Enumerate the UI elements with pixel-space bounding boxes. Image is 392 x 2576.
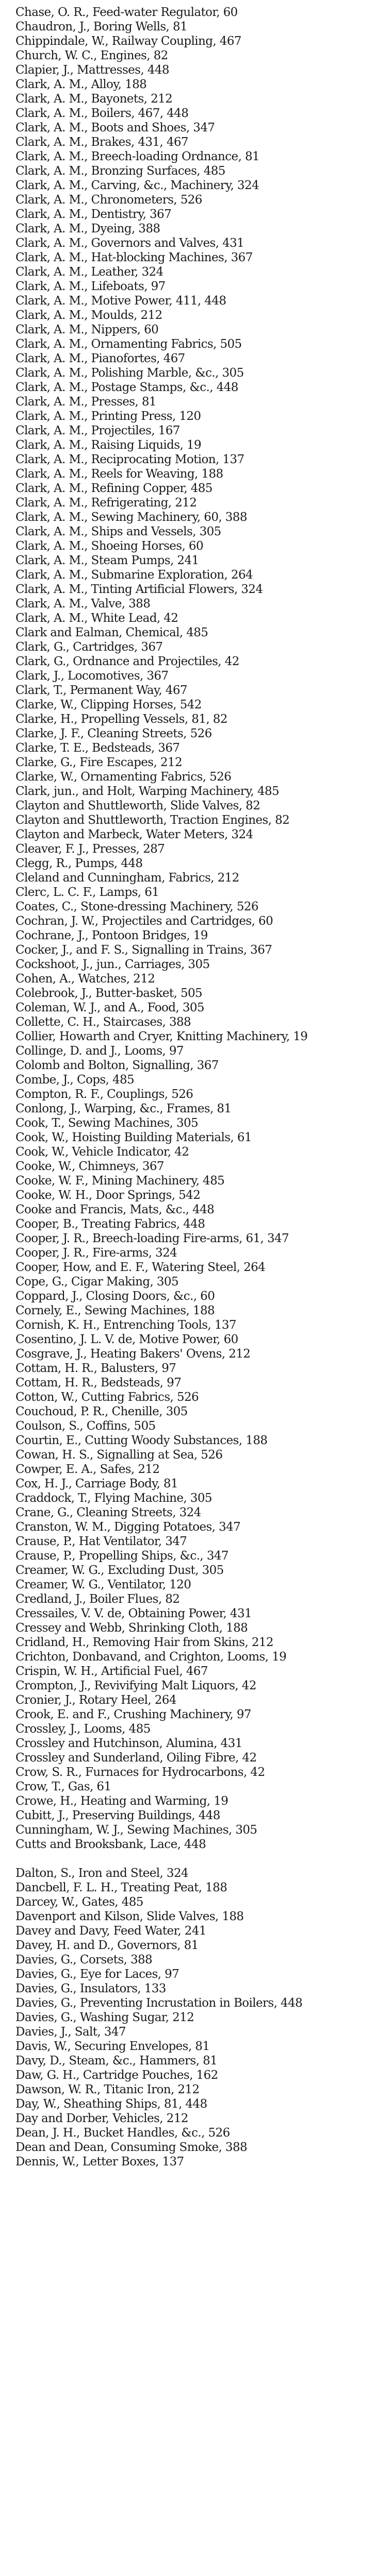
index-entry: Cutts and Brooksbank, Lace, 448 xyxy=(15,1838,206,1851)
index-entry: Cooke, W., Chimneys, 367 xyxy=(15,1160,164,1173)
index-entry: Clark, G., Cartridges, 367 xyxy=(15,640,163,654)
index-entry: Cosgrave, J., Heating Bakers' Ovens, 212 xyxy=(15,1347,251,1361)
index-entry: Cridland, H., Removing Hair from Skins, 212 xyxy=(15,1636,273,1649)
index-entry: Cubitt, J., Preserving Buildings, 448 xyxy=(15,1809,220,1822)
index-entry: Clark, A. M., Nippers, 60 xyxy=(15,323,159,336)
index-entry: Davies, G., Insulators, 133 xyxy=(15,1982,166,1995)
index-entry: Dawson, W. R., Titanic Iron, 212 xyxy=(15,2083,200,2096)
index-entry: Davies, G., Eye for Laces, 97 xyxy=(15,1968,179,1981)
index-entry: Clerc, L. C. F., Lamps, 61 xyxy=(15,886,159,899)
index-entry: Dancbell, F. L. H., Treating Peat, 188 xyxy=(15,1881,227,1894)
index-entry: Clark, J., Locomotives, 367 xyxy=(15,669,169,683)
index-entry: Daw, G. H., Cartridge Pouches, 162 xyxy=(15,2069,218,2082)
index-entry: Cunningham, W. J., Sewing Machines, 305 xyxy=(15,1823,257,1837)
index-entry: Clark, A. M., Valve, 388 xyxy=(15,597,151,611)
index-entry: Clark, A. M., Boilers, 467, 448 xyxy=(15,107,189,120)
index-entry: Clark, A. M., Chronometers, 526 xyxy=(15,193,202,207)
index-entry: Cornely, E., Sewing Machines, 188 xyxy=(15,1304,215,1317)
index-entry: Clarke, G., Fire Escapes, 212 xyxy=(15,756,182,769)
index-entry: Cope, G., Cigar Making, 305 xyxy=(15,1275,178,1289)
index-entry: Cooke, W. F., Mining Machinery, 485 xyxy=(15,1174,225,1188)
index-entry: Clayton and Shuttleworth, Slide Valves, 82 xyxy=(15,799,260,812)
index-entry: Dennis, W., Letter Boxes, 137 xyxy=(15,2155,184,2168)
index-entry: Clark, A. M., Shoeing Horses, 60 xyxy=(15,539,203,553)
index-entry: Clark, A. M., Boots and Shoes, 347 xyxy=(15,121,215,134)
index-entry: Clark, A. M., Leather, 324 xyxy=(15,265,164,279)
index-entry: Collier, Howarth and Cryer, Knitting Machinery, 19 xyxy=(15,1030,308,1043)
index-entry: Crossley and Hutchinson, Alumina, 431 xyxy=(15,1737,242,1750)
index-entry: Cooper, J. R., Fire-arms, 324 xyxy=(15,1246,177,1260)
index-entry: Chase, O. R., Feed-water Regulator, 60 xyxy=(15,6,238,19)
patent-index-column xyxy=(15,5,377,2576)
index-entry: Dean, J. H., Bucket Handles, &c., 526 xyxy=(15,2126,230,2140)
index-entry: Clark, A. M., Governors and Valves, 431 xyxy=(15,236,244,250)
index-entry: Crompton, J., Revivifying Malt Liquors, 42 xyxy=(15,1679,256,1692)
index-entry: Clark, T., Permanent Way, 467 xyxy=(15,684,187,697)
index-entry: Clark, A. M., Refining Copper, 485 xyxy=(15,482,213,495)
section-gap xyxy=(15,1852,377,1866)
index-entry: Cosentino, J. L. V. de, Motive Power, 60 xyxy=(15,1333,238,1346)
index-entry: Clark, A. M., Reciprocating Motion, 137 xyxy=(15,453,244,466)
index-entry: Crispin, W. H., Artificial Fuel, 467 xyxy=(15,1665,208,1678)
index-entry: Creamer, W. G., Ventilator, 120 xyxy=(15,1578,191,1591)
index-entry: Davies, G., Preventing Incrustation in Boilers, 448 xyxy=(15,1996,303,2010)
index-entry: Cook, W., Hoisting Building Materials, 61 xyxy=(15,1131,252,1144)
index-entry: Clayton and Marbeck, Water Meters, 324 xyxy=(15,828,253,841)
index-entry: Clark, A. M., Bayonets, 212 xyxy=(15,92,173,106)
index-entry: Davey, H. and D., Governors, 81 xyxy=(15,1939,199,1952)
index-entry: Clark, A. M., Submarine Exploration, 264 xyxy=(15,568,253,582)
index-entry: Collinge, D. and J., Looms, 97 xyxy=(15,1044,184,1058)
index-entry: Clarke, J. F., Cleaning Streets, 526 xyxy=(15,727,212,740)
index-entry: Crow, T., Gas, 61 xyxy=(15,1780,111,1793)
index-entry: Clark, A. M., Moulds, 212 xyxy=(15,309,162,322)
index-entry: Cohen, A., Watches, 212 xyxy=(15,972,155,986)
index-entry: Coates, C., Stone-dressing Machinery, 526 xyxy=(15,900,258,913)
index-entry: Coleman, W. J., and A., Food, 305 xyxy=(15,1001,204,1014)
index-entry: Clark, A. M., Carving, &c., Machinery, 324 xyxy=(15,179,259,192)
index-entry: Conlong, J., Warping, &c., Frames, 81 xyxy=(15,1102,232,1115)
index-entry: Cockshoot, J., jun., Carriages, 305 xyxy=(15,958,210,971)
index-entry: Clark, A. M., Steam Pumps, 241 xyxy=(15,554,199,567)
index-entry: Cochran, J. W., Projectiles and Cartridges, 60 xyxy=(15,914,273,928)
index-entry: Clark, jun., and Holt, Warping Machinery, 485 xyxy=(15,785,280,798)
index-entry: Davies, G., Corsets, 388 xyxy=(15,1953,153,1967)
index-entry: Davies, J., Salt, 347 xyxy=(15,2025,126,2039)
index-entry: Cook, T., Sewing Machines, 305 xyxy=(15,1116,199,1130)
index-entry: Clark, A. M., Polishing Marble, &c., 305 xyxy=(15,366,244,380)
index-entry: Cooper, How, and E. F., Watering Steel, 264 xyxy=(15,1261,266,1274)
index-entry: Clapier, J., Mattresses, 448 xyxy=(15,63,169,77)
index-entry: Clark, A. M., Pianofortes, 467 xyxy=(15,352,185,365)
index-entry: Cook, W., Vehicle Indicator, 42 xyxy=(15,1145,189,1159)
index-entry: Cornish, K. H., Entrenching Tools, 137 xyxy=(15,1318,236,1332)
index-entry: Dean and Dean, Consuming Smoke, 388 xyxy=(15,2141,248,2154)
index-entry: Cottam, H. R., Bedsteads, 97 xyxy=(15,1376,182,1389)
index-entry: Cressey and Webb, Shrinking Cloth, 188 xyxy=(15,1621,248,1635)
index-entry: Davis, W., Securing Envelopes, 81 xyxy=(15,2040,210,2053)
index-entry: Cottam, H. R., Balusters, 97 xyxy=(15,1362,176,1375)
index-entry: Couchoud, P. R., Chenille, 305 xyxy=(15,1405,188,1418)
index-entry: Chaudron, J., Boring Wells, 81 xyxy=(15,20,188,33)
index-entry: Coulson, S., Coffins, 505 xyxy=(15,1419,156,1433)
index-entry: Crichton, Donbavand, and Crighton, Looms, 19 xyxy=(15,1650,287,1664)
index-entry: Cocker, J., and F. S., Signalling in Trains, 367 xyxy=(15,943,272,957)
index-entry: Davies, G., Washing Sugar, 212 xyxy=(15,2011,194,2024)
index-entry: Church, W. C., Engines, 82 xyxy=(15,49,168,62)
index-entry: Clark, A. M., Ornamenting Fabrics, 505 xyxy=(15,337,242,351)
index-entry: Clark, A. M., Motive Power, 411, 448 xyxy=(15,294,226,308)
index-entry: Clarke, H., Propelling Vessels, 81, 82 xyxy=(15,713,227,726)
index-entry: Crossley, J., Looms, 485 xyxy=(15,1722,151,1736)
index-entry: Dalton, S., Iron and Steel, 324 xyxy=(15,1867,189,1880)
index-entry: Day and Dorber, Vehicles, 212 xyxy=(15,2112,188,2125)
index-entry: Cooper, J. R., Breech-loading Fire-arms, 61, 347 xyxy=(15,1232,289,1245)
index-entry: Crause, P., Hat Ventilator, 347 xyxy=(15,1535,187,1548)
index-entry: Clark, A. M., Ships and Vessels, 305 xyxy=(15,525,221,538)
index-entry: Clark, A. M., Postage Stamps, &c., 448 xyxy=(15,381,238,394)
index-entry: Crowe, H., Heating and Warming, 19 xyxy=(15,1794,228,1808)
index-entry: Cowan, H. S., Signalling at Sea, 526 xyxy=(15,1448,223,1462)
index-entry: Clark, A. M., Bronzing Surfaces, 485 xyxy=(15,164,225,178)
index-entry: Crow, S. R., Furnaces for Hydrocarbons, 42 xyxy=(15,1766,265,1779)
index-entry: Cooke and Francis, Mats, &c., 448 xyxy=(15,1203,215,1216)
index-entry: Clark, A. M., Brakes, 431, 467 xyxy=(15,135,188,149)
index-entry: Clark, A. M., Projectiles, 167 xyxy=(15,424,180,437)
index-entry: Cronier, J., Rotary Heel, 264 xyxy=(15,1693,176,1707)
index-entry: Davey and Davy, Feed Water, 241 xyxy=(15,1924,206,1938)
index-entry: Clark, A. M., Sewing Machinery, 60, 388 xyxy=(15,511,247,524)
index-entry: Combe, J., Cops, 485 xyxy=(15,1073,135,1087)
index-entry: Coppard, J., Closing Doors, &c., 60 xyxy=(15,1290,215,1303)
index-entry: Clark, A. M., Refrigerating, 212 xyxy=(15,496,197,510)
index-entry: Crause, P., Propelling Ships, &c., 347 xyxy=(15,1549,228,1563)
index-entry: Darcey, W., Gates, 485 xyxy=(15,1895,143,1909)
index-entry: Clark, A. M., Printing Press, 120 xyxy=(15,410,201,423)
index-entry: Clark, A. M., Tinting Artificial Flowers, 324 xyxy=(15,583,263,596)
index-entry: Clark, A. M., White Lead, 42 xyxy=(15,612,178,625)
index-entry: Clark, A. M., Dentistry, 367 xyxy=(15,208,172,221)
index-entry: Craddock, T., Flying Machine, 305 xyxy=(15,1492,212,1505)
index-entry: Collette, C. H., Staircases, 388 xyxy=(15,1015,191,1029)
index-entry: Cranston, W. M., Digging Potatoes, 347 xyxy=(15,1520,241,1534)
index-entry: Cox, H. J., Carriage Body, 81 xyxy=(15,1477,178,1490)
index-entry: Cotton, W., Cutting Fabrics, 526 xyxy=(15,1391,199,1404)
index-entry: Cleaver, F. J., Presses, 287 xyxy=(15,842,165,856)
index-entry: Clark, G., Ordnance and Projectiles, 42 xyxy=(15,655,239,668)
index-entry: Day, W., Sheathing Ships, 81, 448 xyxy=(15,2097,207,2111)
index-entry: Clark and Ealman, Chemical, 485 xyxy=(15,626,208,639)
index-entry: Compton, R. F., Couplings, 526 xyxy=(15,1088,193,1101)
index-entry: Clark, A. M., Breech-loading Ordnance, 81 xyxy=(15,150,260,163)
index-entry: Courtin, E., Cutting Woody Substances, 188 xyxy=(15,1434,268,1447)
index-entry: Clark, A. M., Dyeing, 388 xyxy=(15,222,160,235)
index-entry: Cochrane, J., Pontoon Bridges, 19 xyxy=(15,929,208,942)
index-entry: Davenport and Kilson, Slide Valves, 188 xyxy=(15,1910,244,1923)
index-entry: Davy, D., Steam, &c., Hammers, 81 xyxy=(15,2054,218,2067)
index-entry: Cleland and Cunningham, Fabrics, 212 xyxy=(15,871,239,885)
index-entry: Clegg, R., Pumps, 448 xyxy=(15,857,143,870)
index-entry: Clarke, T. E., Bedsteads, 367 xyxy=(15,741,180,755)
index-entry: Cooke, W. H., Door Springs, 542 xyxy=(15,1189,201,1202)
index-entry: Cowper, E. A., Safes, 212 xyxy=(15,1463,160,1476)
index-entry: Chippindale, W., Railway Coupling, 467 xyxy=(15,35,241,48)
index-entry: Clarke, W., Ornamenting Fabrics, 526 xyxy=(15,770,232,784)
index-entry: Colebrook, J., Butter-basket, 505 xyxy=(15,987,203,1000)
index-entry: Clark, A. M., Raising Liquids, 19 xyxy=(15,438,201,452)
index-entry: Colomb and Bolton, Signalling, 367 xyxy=(15,1059,219,1072)
index-entry: Clark, A. M., Hat-blocking Machines, 367 xyxy=(15,251,253,264)
index-entry: Crook, E. and F., Crushing Machinery, 97 xyxy=(15,1708,251,1721)
index-entry: Cooper, B., Treating Fabrics, 448 xyxy=(15,1217,205,1231)
index-entry: Credland, J., Boiler Flues, 82 xyxy=(15,1592,180,1606)
index-entry: Clark, A. M., Reels for Weaving, 188 xyxy=(15,467,223,481)
index-entry: Clark, A. M., Alloy, 188 xyxy=(15,78,147,91)
index-entry: Crane, G., Cleaning Streets, 324 xyxy=(15,1506,201,1519)
index-entry: Clarke, W., Clipping Horses, 542 xyxy=(15,698,202,711)
index-entry: Clark, A. M., Presses, 81 xyxy=(15,395,156,409)
index-entry: Clayton and Shuttleworth, Traction Engines, 82 xyxy=(15,814,290,827)
index-entry: Cressailes, V. V. de, Obtaining Power, 431 xyxy=(15,1607,252,1620)
index-entry: Crossley and Sunderland, Oiling Fibre, 42 xyxy=(15,1751,257,1765)
index-entry: Clark, A. M., Lifeboats, 97 xyxy=(15,280,166,293)
index-entry: Creamer, W. G., Excluding Dust, 305 xyxy=(15,1564,224,1577)
